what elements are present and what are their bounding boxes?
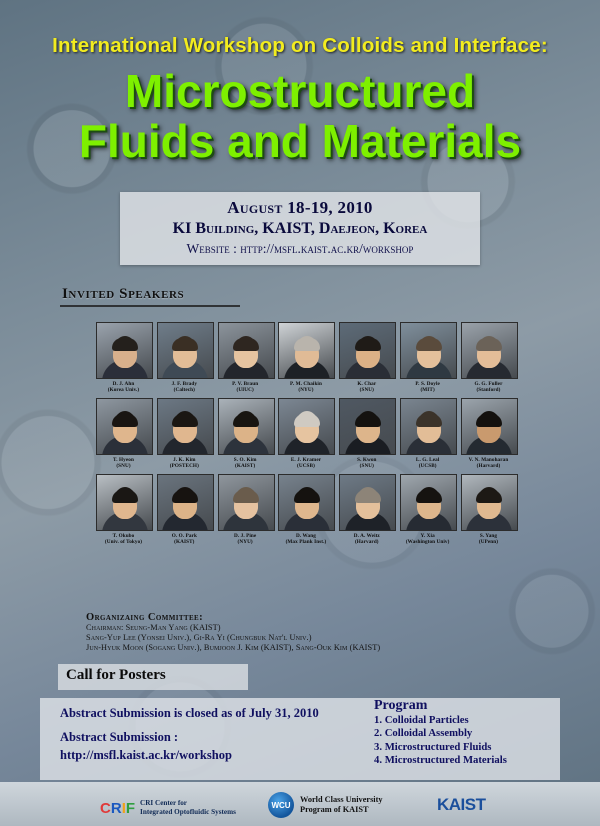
event-venue: KI Building, KAIST, Daejeon, Korea [172,220,428,237]
speaker-name: G. G. Fuller [474,381,503,387]
speaker-affiliation: (KAIST) [235,463,256,470]
speaker-portrait [278,322,335,379]
speaker-affiliation: (Korea Univ.) [107,387,140,394]
speaker-caption [278,533,333,546]
speakers-row [96,398,516,470]
main-title-line-1: Microstructured [124,65,476,117]
speaker-cell [461,398,516,470]
cri-logo-letter: C [100,799,111,817]
speaker-affiliation: (NYU) [298,387,314,394]
speaker-caption [157,533,212,546]
speaker-affiliation: (UIUC) [236,387,254,394]
speaker-cell [218,398,273,470]
portrait-hair [233,338,259,351]
speaker-portrait [339,398,396,455]
speaker-cell [339,398,394,470]
speaker-caption [400,381,455,394]
invited-speakers-underline [60,305,240,307]
speaker-caption [278,381,333,394]
wcu-logo-icon: WCU [268,792,294,818]
speaker-name: V. N. Manoharan [468,456,509,463]
speaker-cell [400,474,455,546]
cri-logo-text-line-2: Integrated Optofluidic Systems [140,808,236,816]
speaker-portrait [461,474,518,531]
speaker-cell [157,398,212,470]
speaker-affiliation: (Washington Univ) [405,539,450,546]
program-item: 1. Colloidal Particles [374,714,469,726]
portrait-hair [233,414,259,427]
speaker-name: J. K. Kim [173,456,196,463]
speaker-caption [96,381,151,394]
portrait-hair [355,338,381,351]
speaker-affiliation: (UCSB) [297,463,315,470]
speaker-name: K. Char [357,381,377,387]
speaker-caption [461,533,516,546]
wcu-logo-text-line-1: World Class University [300,795,383,804]
speaker-caption [461,381,516,394]
organizing-committee-heading: Organizaing Committee: [86,612,204,623]
speaker-cell [157,322,212,394]
speakers-row [96,474,516,546]
speaker-portrait [157,398,214,455]
speaker-affiliation: (SNU) [359,463,374,470]
main-title-line-2: Fluids and Materials [78,115,522,167]
abstract-submission-label: Abstract Submission : [60,730,179,744]
cri-logo-letter: I [121,799,126,817]
speaker-cell [96,322,151,394]
speaker-name: Y. Xia [420,532,435,539]
speaker-portrait [400,322,457,379]
speaker-cell [218,474,273,546]
speaker-portrait [278,474,335,531]
event-date: August 18-19, 2010 [227,198,373,217]
wcu-logo [268,792,383,818]
speaker-caption [96,457,151,470]
speaker-caption [218,381,273,394]
program-list [374,714,507,768]
speaker-affiliation: (Stanford) [476,387,501,394]
portrait-hair [294,414,320,427]
program-heading: Program [374,698,428,713]
cri-logo-text [140,799,236,817]
footer-logos-bar [0,782,600,826]
speaker-cell [157,474,212,546]
speaker-name: S. Yang [479,532,498,539]
portrait-hair [355,490,381,503]
speaker-cell [339,322,394,394]
speaker-caption [339,533,394,546]
speaker-affiliation: (UPenn) [478,539,499,546]
speaker-name: D. J. Pine [233,532,257,539]
organizing-committee-line: Jun-Hyuk Moon (Sogang Univ.), Bumjoon J. Kim (KAIST), Sang-Ouk Kim (KAIST) [86,643,381,652]
speaker-name: S. Kwon [357,456,377,463]
speaker-cell [278,322,333,394]
speaker-affiliation: (UCSB) [418,463,437,470]
speaker-affiliation: (Harvard) [354,539,379,546]
speaker-caption [339,457,394,470]
speaker-cell [339,474,394,546]
speaker-name: L. G. Leal [415,456,440,463]
speaker-portrait [96,322,153,379]
speaker-caption [157,457,212,470]
speaker-affiliation: (KAIST) [174,539,195,546]
speaker-affiliation: (SNU) [359,387,374,394]
program-item: 2. Colloidal Assembly [374,727,473,740]
abstract-submission-url[interactable]: http://msfl.kaist.ac.kr/workshop [60,748,232,762]
portrait-hair [172,490,198,503]
speaker-name: E. J. Kramer [290,456,322,463]
speaker-cell [400,398,455,470]
wcu-logo-text-line-2: Program of KAIST [300,805,369,814]
speaker-cell [461,322,516,394]
portrait-hair [112,414,138,427]
cri-logo-text-line-1: CRI Center for [140,799,188,807]
organizing-committee [86,612,516,653]
portrait-hair [172,414,198,427]
cri-logo-letter: R [110,799,122,817]
speaker-portrait [96,474,153,531]
organizing-committee-line: Chairman: Seung-Man Yang (KAIST) [86,623,221,632]
event-info-box [120,192,480,265]
portrait-hair [476,338,502,351]
speaker-name: S. O. Kim [233,456,257,463]
speaker-caption [461,457,516,470]
speaker-affiliation: (POSTECH) [169,463,199,470]
speaker-caption [218,533,273,546]
speaker-name: D. J. Ahn [112,381,135,387]
program-item: 3. Microstructured Fluids [374,740,492,753]
workshop-subtitle: International Workshop on Colloids and Interface: [52,34,548,57]
portrait-hair [476,414,502,427]
portrait-hair [172,338,198,351]
speaker-portrait [400,474,457,531]
speaker-cell [278,474,333,546]
speaker-caption [96,533,151,546]
speaker-name: P. S. Doyle [415,381,440,387]
speaker-name: O. O. Park [171,532,197,539]
speaker-affiliation: (Harvard) [476,463,501,470]
portrait-hair [112,338,138,351]
speaker-caption [339,381,394,394]
speaker-caption [157,381,212,394]
speaker-name: P. V. Braun [232,381,259,387]
portrait-hair [416,338,442,351]
speaker-affiliation: (NYU) [237,539,253,546]
portrait-hair [294,338,320,351]
portrait-hair [112,490,138,503]
wcu-logo-text [300,795,383,815]
kaist-logo: KAIST [437,795,486,814]
speaker-name: J. F. Brady [171,381,198,387]
portrait-hair [476,490,502,503]
speaker-cell [218,322,273,394]
speaker-cell [96,398,151,470]
speaker-cell [96,474,151,546]
speaker-portrait [278,398,335,455]
event-website[interactable]: Website : http://msfl.kaist.ac.kr/workshop [186,241,414,256]
abstract-closed-notice: Abstract Submission is closed as of July 31, 2010 [60,706,319,720]
portrait-hair [416,414,442,427]
speaker-affiliation: (MIT) [420,387,435,394]
invited-speakers-heading: Invited Speakers [62,286,185,302]
portrait-hair [416,490,442,503]
speaker-portrait [461,398,518,455]
speaker-cell [400,322,455,394]
speaker-cell [278,398,333,470]
speaker-portrait [218,474,275,531]
speaker-name: T. Hyeon [113,456,134,463]
speaker-cell [461,474,516,546]
speaker-portrait [400,398,457,455]
cri-logo [100,799,236,817]
portrait-hair [355,414,381,427]
speaker-name: D. A. Weitz [353,532,380,539]
poster-main-title [0,66,600,166]
speakers-grid [96,322,516,549]
speakers-row [96,322,516,394]
speaker-name: D. Wang [296,532,316,539]
speaker-affiliation: (Caltech) [173,387,195,394]
speaker-portrait [339,322,396,379]
portrait-hair [294,490,320,503]
speaker-portrait [157,474,214,531]
program-item: 4. Microstructured Materials [374,754,507,767]
speaker-affiliation: (SNU) [116,463,131,470]
speaker-caption [400,457,455,470]
speaker-caption [278,457,333,470]
speaker-portrait [96,398,153,455]
speaker-portrait [461,322,518,379]
speaker-portrait [157,322,214,379]
speaker-name: T. Okubo [112,532,135,539]
organizing-committee-line: Sang-Yup Lee (Yonsei Univ.), Gi-Ra Yi (Chungbuk Nat'l Univ.) [86,633,312,642]
speaker-portrait [339,474,396,531]
speaker-portrait [218,322,275,379]
speaker-portrait [218,398,275,455]
speaker-affiliation: (Univ. of Tokyo) [104,539,143,546]
cri-logo-letter: F [125,799,136,817]
call-for-posters-heading: Call for Posters [66,667,166,683]
speaker-caption [400,533,455,546]
speaker-caption [218,457,273,470]
cri-logo-icon [100,800,135,817]
speaker-name: P. M. Chaikin [290,381,322,387]
speaker-affiliation: (Max Plank Inst.) [285,539,327,546]
portrait-hair [233,490,259,503]
